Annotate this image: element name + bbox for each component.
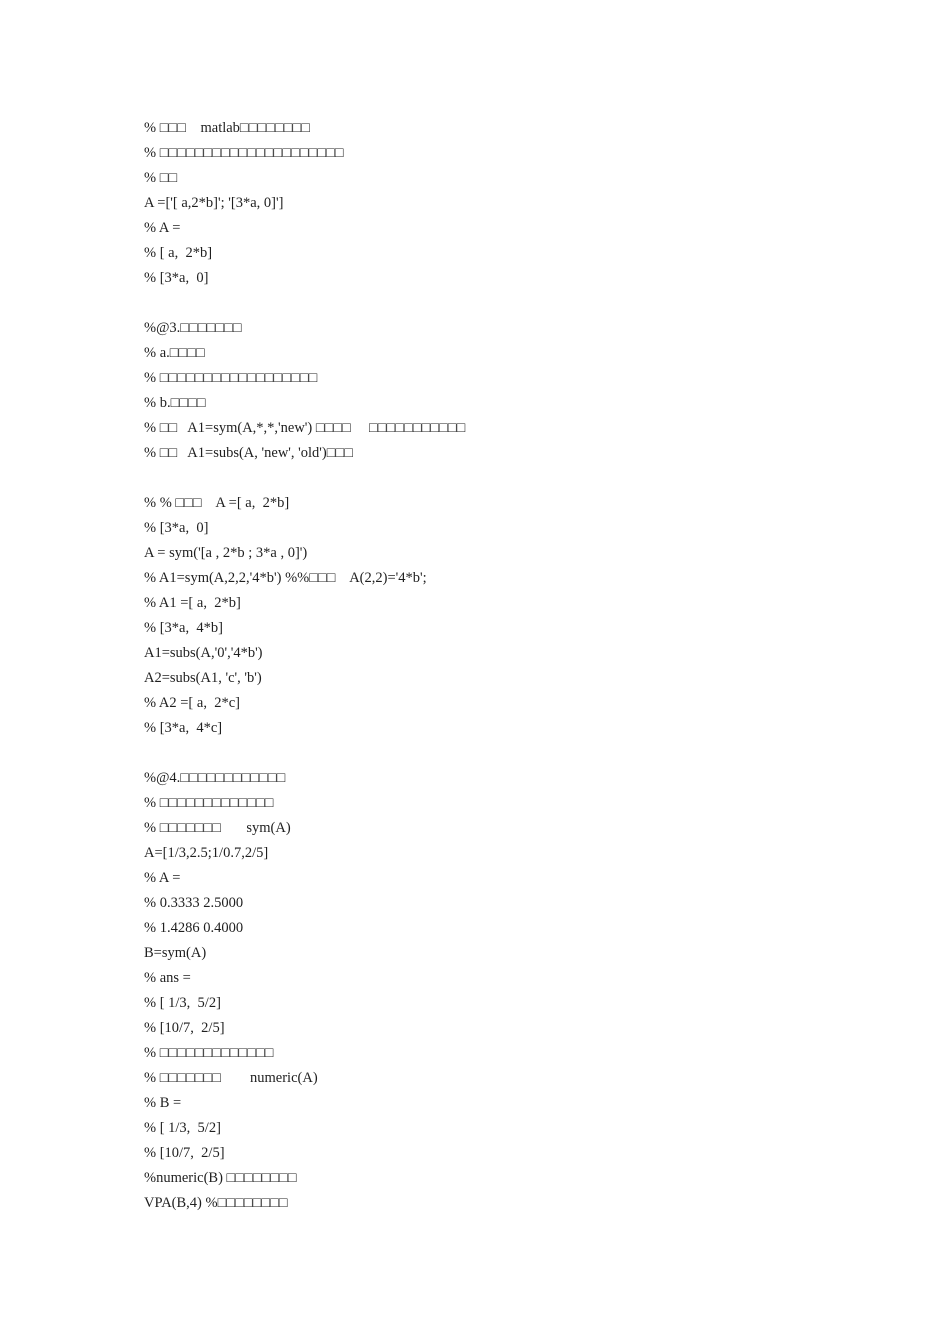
code-line: % 1.4286 0.4000: [144, 920, 244, 936]
code-line: % [3*a, 4*b]: [144, 620, 223, 636]
code-listing: [144, 116, 864, 1216]
code-line: % [3*a, 4*c]: [144, 720, 223, 736]
code-line: % A2 =[ a, 2*c]: [144, 695, 240, 711]
code-line: % □□□□□□□ numeric(A): [144, 1070, 318, 1086]
code-line: % [10/7, 2/5]: [144, 1145, 225, 1161]
blank-line: [144, 466, 864, 491]
blank-line: [144, 291, 864, 316]
code-line: % □□□ matlab□□□□□□□□: [144, 120, 310, 136]
code-line: % A =: [144, 220, 181, 236]
code-line: A1=subs(A,'0','4*b'): [144, 645, 263, 661]
code-line: % □□□□□□□□□□□□□: [144, 1045, 274, 1061]
code-line: % □□ A1=sym(A,*,*,'new') □□□□ □□□□□□□□□□□: [144, 420, 466, 436]
code-line: %@4.□□□□□□□□□□□□: [144, 770, 286, 786]
code-line: B=sym(A): [144, 945, 207, 961]
code-line: % A =: [144, 870, 181, 886]
code-line: %@3.□□□□□□□: [144, 320, 242, 336]
code-line: A=[1/3,2.5;1/0.7,2/5]: [144, 845, 269, 861]
code-line: % [10/7, 2/5]: [144, 1020, 225, 1036]
code-line: % [ 1/3, 5/2]: [144, 1120, 221, 1136]
code-line: % □□□□□□□ sym(A): [144, 820, 291, 836]
code-line: %numeric(B) □□□□□□□□: [144, 1170, 297, 1186]
code-line: A = sym('[a , 2*b ; 3*a , 0]'): [144, 545, 308, 561]
code-line: % □□ A1=subs(A, 'new', 'old')□□□: [144, 445, 354, 461]
code-line: % ans =: [144, 970, 191, 986]
blank-line: [144, 741, 864, 766]
code-line: % B =: [144, 1095, 182, 1111]
code-line: A2=subs(A1, 'c', 'b'): [144, 670, 262, 686]
code-line: % □□□□□□□□□□□□□: [144, 795, 274, 811]
code-line: % [3*a, 0]: [144, 520, 209, 536]
code-line: % a.□□□□: [144, 345, 205, 361]
code-line: % □□□□□□□□□□□□□□□□□□□□□: [144, 145, 344, 161]
code-line: VPA(B,4) %□□□□□□□□: [144, 1195, 288, 1211]
code-line: % [3*a, 0]: [144, 270, 209, 286]
code-line: % b.□□□□: [144, 395, 206, 411]
code-line: % □□□□□□□□□□□□□□□□□□: [144, 370, 318, 386]
code-line: A =['[ a,2*b]'; '[3*a, 0]']: [144, 195, 284, 211]
code-line: % [ 1/3, 5/2]: [144, 995, 221, 1011]
code-line: % [ a, 2*b]: [144, 245, 213, 261]
code-line: % □□: [144, 170, 178, 186]
code-line: % A1 =[ a, 2*b]: [144, 595, 241, 611]
code-line: % % □□□ A =[ a, 2*b]: [144, 495, 290, 511]
code-line: % 0.3333 2.5000: [144, 895, 244, 911]
code-line: % A1=sym(A,2,2,'4*b') %%□□□ A(2,2)='4*b';: [144, 570, 427, 586]
